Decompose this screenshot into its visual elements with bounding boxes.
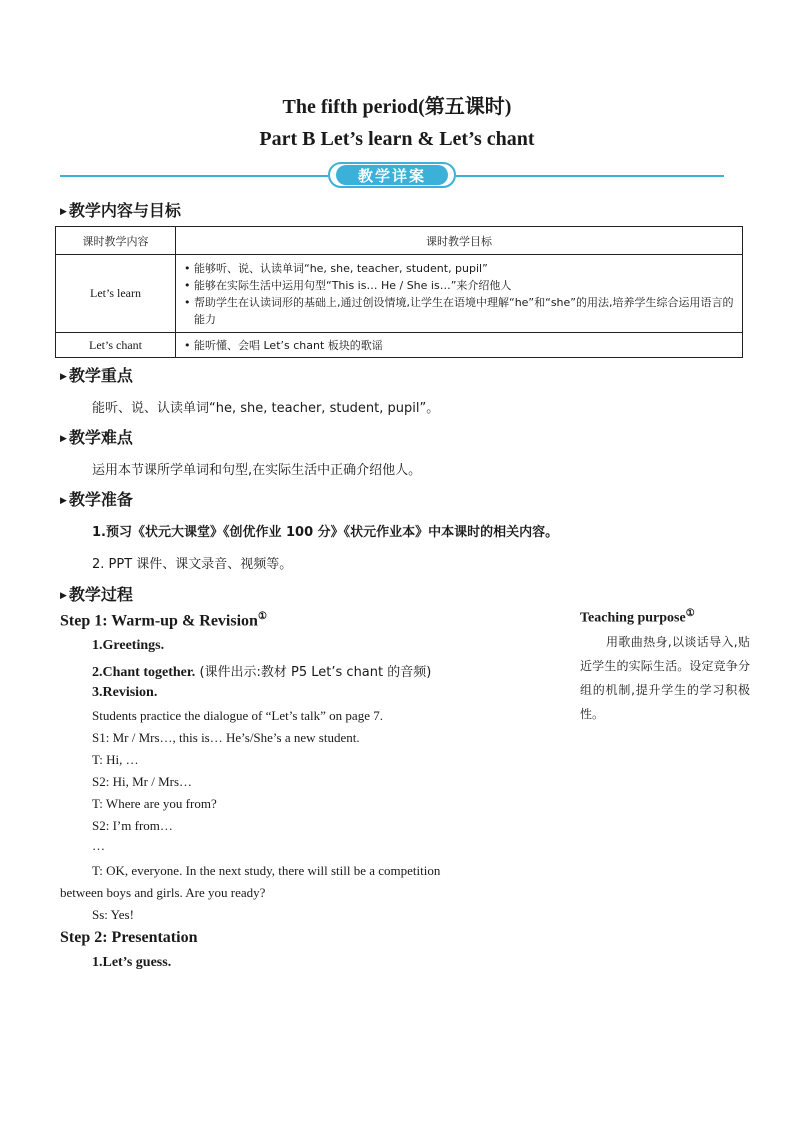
heading-key-points: ▶ 教学重点 xyxy=(60,366,133,385)
table-cell-content: Let’s learn xyxy=(56,255,176,333)
step1-revision: 3.Revision. xyxy=(92,685,158,700)
answer-line: Ss: Yes! xyxy=(92,907,134,922)
banner-label: 教学详案 xyxy=(336,165,448,185)
teaching-purpose-text: 用歌曲热身,以谈话导入,贴近学生的实际生活。设定竞争分组的机制,提升学生的学习积极性。 xyxy=(580,635,750,721)
teaching-purpose-title: Teaching purpose① xyxy=(580,608,695,626)
dialogue-line: S2: I’m from… xyxy=(92,818,173,833)
competition-line-1: T: OK, everyone. In the next study, there will still be a competition xyxy=(92,863,441,878)
prep-item-2: 2. PPT 课件、课文录音、视频等。 xyxy=(92,557,293,572)
goal-item: • 帮助学生在认读词形的基础上,通过创设情境,让学生在语境中理解“he”和“she”的用法,培养学生综合运用语言的能力 xyxy=(184,295,734,326)
table-header-row xyxy=(56,227,743,255)
dialogue-line: S2: Hi, Mr / Mrs… xyxy=(92,774,193,789)
heading-difficult-points: ▶ 教学难点 xyxy=(60,428,133,447)
table-row xyxy=(56,255,743,333)
triangle-bullet-icon: ▶ xyxy=(60,371,67,382)
triangle-bullet-icon: ▶ xyxy=(60,590,67,601)
page-title: The fifth period(第五课时) xyxy=(282,96,512,118)
step1-title: Step 1: Warm-up & Revision① xyxy=(60,611,267,630)
triangle-bullet-icon: ▶ xyxy=(60,206,67,217)
banner-chip xyxy=(328,162,456,188)
table-header-content: 课时教学内容 xyxy=(56,227,176,255)
triangle-bullet-icon: ▶ xyxy=(60,495,67,506)
banner-line-right xyxy=(456,175,724,177)
dialogue-line: Students practice the dialogue of “Let’s talk” on page 7. xyxy=(92,708,383,723)
section-banner xyxy=(60,160,724,190)
dialogue-line: T: Hi, … xyxy=(92,752,139,767)
key-points-text: 能听、说、认读单词“he, she, teacher, student, pupil”。 xyxy=(92,401,440,416)
step1-chant: 2.Chant together. (课件出示:教材 P5 Let’s chant 的音频) xyxy=(92,665,432,680)
table-cell-content: Let’s chant xyxy=(56,333,176,358)
footnote-marker: ① xyxy=(257,611,267,622)
goal-item: • 能听懂、会唱 Let’s chant 板块的歌谣 xyxy=(184,338,383,352)
step1-greetings: 1.Greetings. xyxy=(92,638,165,653)
table-cell-goals xyxy=(176,333,743,358)
dialogue-line: S1: Mr / Mrs…, this is… He’s/She’s a new student. xyxy=(92,730,360,745)
step2-guess: 1.Let’s guess. xyxy=(92,955,172,970)
goal-item: • 能够在实际生活中运用句型“This is… He / She is…”来介绍他人 xyxy=(184,278,512,292)
heading-content-goals: ▶ 教学内容与目标 xyxy=(60,201,181,220)
competition-line-2: between boys and girls. Are you ready? xyxy=(60,885,266,900)
step2-title: Step 2: Presentation xyxy=(60,929,198,946)
dialogue-line: … xyxy=(92,838,105,853)
footnote-marker: ① xyxy=(685,608,695,619)
page-subtitle: Part B Let’s learn & Let’s chant xyxy=(259,128,535,150)
table-cell-goals xyxy=(176,255,743,333)
difficult-points-text: 运用本节课所学单词和句型,在实际生活中正确介绍他人。 xyxy=(92,463,422,478)
table-header-goals: 课时教学目标 xyxy=(176,227,743,255)
objectives-table xyxy=(55,226,743,358)
heading-preparation: ▶ 教学准备 xyxy=(60,490,133,509)
heading-process: ▶ 教学过程 xyxy=(60,585,133,604)
prep-item-1: 1.预习《状元大课堂》《创优作业 100 分》《状元作业本》中本课时的相关内容。 xyxy=(92,525,559,540)
dialogue-line: T: Where are you from? xyxy=(92,796,217,811)
goal-item: • 能够听、说、认读单词“he, she, teacher, student, pupil” xyxy=(184,261,488,275)
banner-line-left xyxy=(60,175,328,177)
table-row xyxy=(56,333,743,358)
triangle-bullet-icon: ▶ xyxy=(60,433,67,444)
